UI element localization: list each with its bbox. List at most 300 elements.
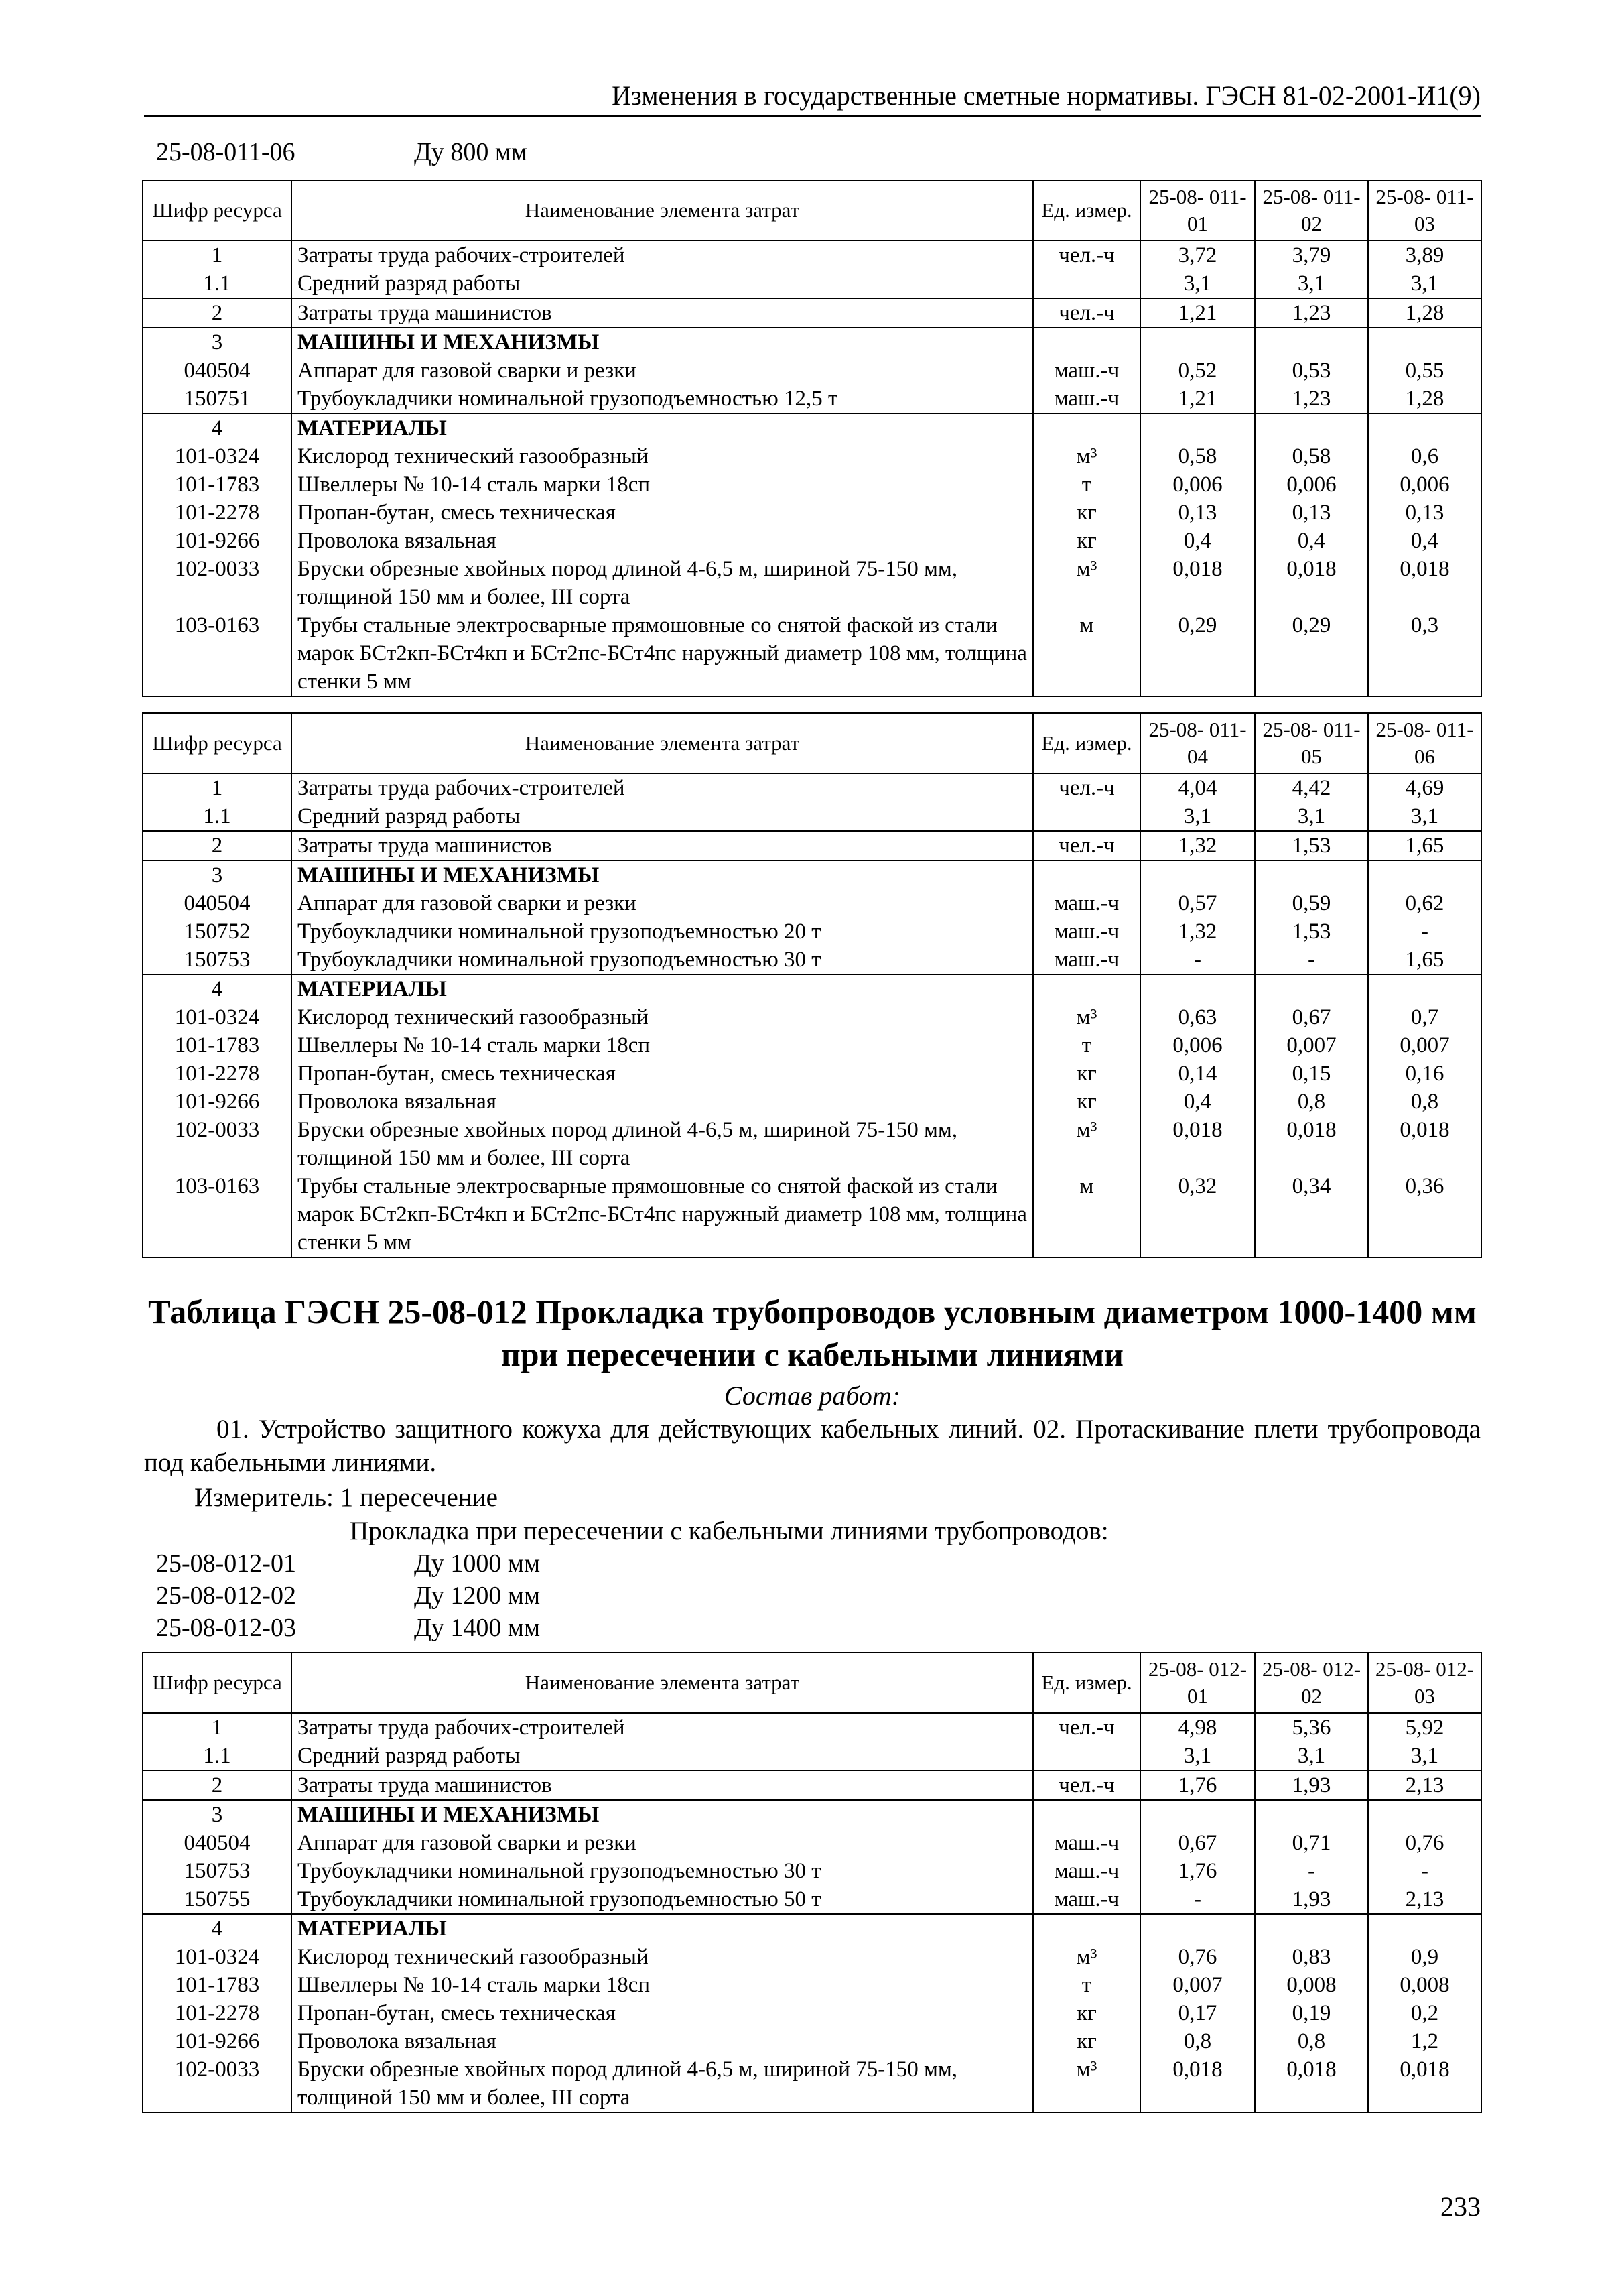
- col-header-unit: Ед. измер.: [1033, 713, 1140, 773]
- table-row: [143, 773, 1481, 802]
- table-row: [143, 241, 1481, 269]
- cell-resource-code: 101-9266: [143, 2027, 291, 2055]
- cell-value: 0,018: [1368, 555, 1481, 611]
- work-composition-text: 01. Устройство защитного кожуха для действующих кабельных линий. 02. Протаскивание плети трубопровода под кабельными линиями.: [144, 1415, 1481, 1477]
- cell-value: 1,2: [1368, 2027, 1481, 2055]
- cell-value: 0,018: [1368, 2055, 1481, 2112]
- cell-value: 0,018: [1255, 2055, 1368, 2112]
- cell-unit: [1033, 1800, 1140, 1829]
- cell-value: [1140, 413, 1255, 442]
- table-row: [143, 831, 1481, 860]
- cell-value: 1,21: [1140, 298, 1255, 328]
- cell-value: [1140, 1914, 1255, 1943]
- cell-value: 1,23: [1255, 385, 1368, 413]
- table-row: [143, 611, 1481, 696]
- cell-value: 0,83: [1255, 1943, 1368, 1971]
- page-number: 233: [1440, 2191, 1481, 2222]
- cell-unit: кг: [1033, 2027, 1140, 2055]
- cell-value: [1368, 328, 1481, 357]
- table-row: [143, 1031, 1481, 1060]
- cell-unit: кг: [1033, 1060, 1140, 1088]
- table-row: [143, 1885, 1481, 1914]
- cell-unit: [1033, 1742, 1140, 1771]
- table-row: [143, 1742, 1481, 1771]
- cell-value: 2,13: [1368, 1885, 1481, 1914]
- col-header-norm-2: 25-08- 011-02: [1255, 180, 1368, 241]
- cell-value: 0,007: [1140, 1971, 1255, 1999]
- cell-value: 0,4: [1140, 527, 1255, 555]
- cell-value: [1255, 1914, 1368, 1943]
- cell-resource-code: 4: [143, 1914, 291, 1943]
- laying-intro: Прокладка при пересечении с кабельными линиями трубопроводов:: [350, 1517, 1109, 1545]
- cell-value: [1140, 1800, 1255, 1829]
- cell-value: 0,67: [1255, 1003, 1368, 1031]
- cell-value: 0,15: [1255, 1060, 1368, 1088]
- cell-unit: чел.-ч: [1033, 1713, 1140, 1742]
- cell-resource-code: 4: [143, 974, 291, 1003]
- cell-value: 1,32: [1140, 917, 1255, 946]
- cell-cost-element: МАТЕРИАЛЫ: [291, 413, 1033, 442]
- cell-cost-element: Бруски обрезные хвойных пород длиной 4-6,5 м, шириной 75-150 мм, толщиной 150 мм и более, III сорта: [291, 2055, 1033, 2112]
- cell-value: 1,21: [1140, 385, 1255, 413]
- col-header-unit: Ед. измер.: [1033, 180, 1140, 241]
- cell-value: [1368, 974, 1481, 1003]
- cell-value: 0,7: [1368, 1003, 1481, 1031]
- table-row: [143, 917, 1481, 946]
- cell-cost-element: Средний разряд работы: [291, 269, 1033, 298]
- col-header-name: Наименование элемента затрат: [291, 713, 1033, 773]
- cell-unit: маш.-ч: [1033, 1885, 1140, 1914]
- cell-value: [1255, 974, 1368, 1003]
- cell-value: 3,89: [1368, 241, 1481, 269]
- cell-value: -: [1140, 946, 1255, 974]
- cell-resource-code: 040504: [143, 357, 291, 385]
- cell-resource-code: 1: [143, 773, 291, 802]
- cell-resource-code: 103-0163: [143, 611, 291, 696]
- cell-cost-element: Аппарат для газовой сварки и резки: [291, 1829, 1033, 1857]
- cell-value: 0,29: [1140, 611, 1255, 696]
- cell-cost-element: Трубоукладчики номинальной грузоподъемностью 30 т: [291, 946, 1033, 974]
- norm-code: 25-08-012-02: [156, 1582, 296, 1610]
- cell-unit: кг: [1033, 1088, 1140, 1116]
- table-row: [143, 555, 1481, 611]
- cell-value: 0,59: [1255, 889, 1368, 917]
- cell-value: 0,34: [1255, 1172, 1368, 1257]
- table-row: [143, 413, 1481, 442]
- cell-value: 1,93: [1255, 1885, 1368, 1914]
- cell-value: 0,19: [1255, 1999, 1368, 2027]
- cell-resource-code: 150753: [143, 1857, 291, 1885]
- cell-resource-code: 3: [143, 328, 291, 357]
- cell-unit: кг: [1033, 527, 1140, 555]
- col-header-norm-1: 25-08- 011-04: [1140, 713, 1255, 773]
- table-row: [143, 442, 1481, 470]
- cell-value: 1,28: [1368, 298, 1481, 328]
- cell-unit: чел.-ч: [1033, 773, 1140, 802]
- cell-unit: м³: [1033, 555, 1140, 611]
- table-row: [143, 1914, 1481, 1943]
- cell-cost-element: Швеллеры № 10-14 сталь марки 18сп: [291, 1971, 1033, 1999]
- cell-cost-element: Трубы стальные электросварные прямошовные со снятой фаской из стали марок БСт2кп-БСт4кп и БСт2пс-БСт4пс наружный диаметр 108 мм, толщина стенки 5 мм: [291, 1172, 1033, 1257]
- cell-resource-code: 1.1: [143, 802, 291, 831]
- cell-cost-element: Затраты труда рабочих-строителей: [291, 241, 1033, 269]
- cell-resource-code: 102-0033: [143, 555, 291, 611]
- cell-resource-code: 101-2278: [143, 1999, 291, 2027]
- col-header-norm-3: 25-08- 011-03: [1368, 180, 1481, 241]
- cell-value: 0,9: [1368, 1943, 1481, 1971]
- cell-value: 0,8: [1255, 2027, 1368, 2055]
- cell-unit: маш.-ч: [1033, 357, 1140, 385]
- cell-value: 1,32: [1140, 831, 1255, 860]
- norm-diameter: Ду 1200 мм: [414, 1582, 541, 1610]
- cell-unit: маш.-ч: [1033, 889, 1140, 917]
- cell-unit: чел.-ч: [1033, 1771, 1140, 1800]
- table-row: [143, 499, 1481, 527]
- cell-resource-code: 3: [143, 860, 291, 889]
- cell-value: 0,52: [1140, 357, 1255, 385]
- table-row: [143, 974, 1481, 1003]
- cell-resource-code: 040504: [143, 1829, 291, 1857]
- cell-value: 0,53: [1255, 357, 1368, 385]
- cell-value: 1,23: [1255, 298, 1368, 328]
- cell-unit: чел.-ч: [1033, 298, 1140, 328]
- cell-value: [1255, 860, 1368, 889]
- table-row: [143, 889, 1481, 917]
- cell-resource-code: 101-1783: [143, 470, 291, 499]
- cell-value: 0,007: [1368, 1031, 1481, 1060]
- cell-value: 3,1: [1368, 1742, 1481, 1771]
- cell-cost-element: Затраты труда рабочих-строителей: [291, 1713, 1033, 1742]
- resource-table-1: [142, 180, 1482, 697]
- cell-value: 0,6: [1368, 442, 1481, 470]
- cell-unit: кг: [1033, 1999, 1140, 2027]
- norm-diameter: Ду 1000 мм: [414, 1549, 541, 1578]
- cell-value: [1368, 413, 1481, 442]
- cell-value: 0,008: [1368, 1971, 1481, 1999]
- cell-cost-element: Проволока вязальная: [291, 527, 1033, 555]
- table-row: [143, 1116, 1481, 1172]
- cell-resource-code: 1: [143, 241, 291, 269]
- cell-unit: маш.-ч: [1033, 1829, 1140, 1857]
- cell-value: [1368, 1800, 1481, 1829]
- cell-value: 0,58: [1140, 442, 1255, 470]
- cell-value: 2,13: [1368, 1771, 1481, 1800]
- meter-text: Измеритель: 1 пересечение: [194, 1483, 498, 1512]
- cell-value: 0,63: [1140, 1003, 1255, 1031]
- cell-value: [1255, 328, 1368, 357]
- table-row: [143, 269, 1481, 298]
- cell-unit: т: [1033, 470, 1140, 499]
- cell-value: 0,018: [1368, 1116, 1481, 1172]
- running-header: Изменения в государственные сметные нормативы. ГЭСН 81-02-2001-И1(9): [144, 79, 1481, 117]
- cell-value: 0,62: [1368, 889, 1481, 917]
- cell-resource-code: 3: [143, 1800, 291, 1829]
- cell-cost-element: Проволока вязальная: [291, 2027, 1033, 2055]
- cell-cost-element: Аппарат для газовой сварки и резки: [291, 889, 1033, 917]
- cell-cost-element: Средний разряд работы: [291, 1742, 1033, 1771]
- cell-resource-code: 2: [143, 1771, 291, 1800]
- col-header-norm-3: 25-08- 012-03: [1368, 1653, 1481, 1713]
- table-row: [143, 1857, 1481, 1885]
- table-row: [143, 1172, 1481, 1257]
- norm-diameter: Ду 1400 мм: [414, 1614, 541, 1642]
- norm-code: 25-08-011-06: [156, 138, 295, 166]
- col-header-unit: Ед. измер.: [1033, 1653, 1140, 1713]
- cell-value: 1,65: [1368, 946, 1481, 974]
- cell-cost-element: Затраты труда машинистов: [291, 831, 1033, 860]
- col-header-code: Шифр ресурса: [143, 713, 291, 773]
- cell-resource-code: 103-0163: [143, 1172, 291, 1257]
- table-row: [143, 470, 1481, 499]
- table-row: [143, 1999, 1481, 2027]
- cell-value: 0,55: [1368, 357, 1481, 385]
- cell-unit: м: [1033, 1172, 1140, 1257]
- cell-resource-code: 101-9266: [143, 1088, 291, 1116]
- cell-value: [1255, 413, 1368, 442]
- table-row: [143, 1088, 1481, 1116]
- cell-value: 0,17: [1140, 1999, 1255, 2027]
- cell-value: 0,76: [1368, 1829, 1481, 1857]
- cell-resource-code: 101-2278: [143, 499, 291, 527]
- cell-resource-code: 2: [143, 298, 291, 328]
- table-row: [143, 1943, 1481, 1971]
- cell-cost-element: Трубоукладчики номинальной грузоподъемностью 30 т: [291, 1857, 1033, 1885]
- norm-code: 25-08-012-01: [156, 1549, 296, 1578]
- cell-cost-element: Кислород технический газообразный: [291, 442, 1033, 470]
- cell-cost-element: Бруски обрезные хвойных пород длиной 4-6,5 м, шириной 75-150 мм, толщиной 150 мм и более, III сорта: [291, 1116, 1033, 1172]
- section-title: Таблица ГЭСН 25-08-012 Прокладка трубопроводов условным диаметром 1000-1400 мм при пересечении с кабельными линиями: [148, 1293, 1477, 1373]
- cell-value: 3,72: [1140, 241, 1255, 269]
- cell-cost-element: Средний разряд работы: [291, 802, 1033, 831]
- cell-resource-code: 101-2278: [143, 1060, 291, 1088]
- cell-resource-code: 101-0324: [143, 442, 291, 470]
- cell-unit: маш.-ч: [1033, 1857, 1140, 1885]
- cell-value: 4,04: [1140, 773, 1255, 802]
- cell-value: 5,92: [1368, 1713, 1481, 1742]
- cell-value: 0,4: [1255, 527, 1368, 555]
- cell-value: 1,53: [1255, 917, 1368, 946]
- table-row: [143, 1003, 1481, 1031]
- cell-value: 3,1: [1140, 1742, 1255, 1771]
- cell-unit: м: [1033, 611, 1140, 696]
- table-row: [143, 802, 1481, 831]
- cell-value: 1,28: [1368, 385, 1481, 413]
- cell-resource-code: 102-0033: [143, 1116, 291, 1172]
- cell-value: 0,3: [1368, 611, 1481, 696]
- col-header-name: Наименование элемента затрат: [291, 180, 1033, 241]
- cell-cost-element: Пропан-бутан, смесь техническая: [291, 1999, 1033, 2027]
- cell-value: 0,58: [1255, 442, 1368, 470]
- cell-value: 3,1: [1255, 802, 1368, 831]
- table-row: [143, 1771, 1481, 1800]
- table-row: [143, 527, 1481, 555]
- col-header-norm-2: 25-08- 012-02: [1255, 1653, 1368, 1713]
- cell-value: 0,018: [1255, 555, 1368, 611]
- cell-value: -: [1368, 1857, 1481, 1885]
- cell-value: 0,16: [1368, 1060, 1481, 1088]
- cell-value: [1368, 860, 1481, 889]
- cell-value: 0,76: [1140, 1943, 1255, 1971]
- cell-resource-code: 1.1: [143, 269, 291, 298]
- cell-unit: [1033, 269, 1140, 298]
- cell-value: 0,8: [1368, 1088, 1481, 1116]
- cell-value: 0,007: [1255, 1031, 1368, 1060]
- cell-value: 0,006: [1368, 470, 1481, 499]
- cell-unit: [1033, 974, 1140, 1003]
- cell-value: -: [1255, 1857, 1368, 1885]
- col-header-code: Шифр ресурса: [143, 1653, 291, 1713]
- norm-diameter: Ду 800 мм: [414, 138, 528, 166]
- cell-cost-element: МАШИНЫ И МЕХАНИЗМЫ: [291, 860, 1033, 889]
- cell-resource-code: 102-0033: [143, 2055, 291, 2112]
- cell-cost-element: Швеллеры № 10-14 сталь марки 18сп: [291, 1031, 1033, 1060]
- cell-value: 1,76: [1140, 1771, 1255, 1800]
- cell-unit: м³: [1033, 2055, 1140, 2112]
- cell-value: 3,1: [1368, 802, 1481, 831]
- cell-unit: чел.-ч: [1033, 241, 1140, 269]
- cell-cost-element: Кислород технический газообразный: [291, 1003, 1033, 1031]
- cell-cost-element: Затраты труда машинистов: [291, 1771, 1033, 1800]
- cell-value: 0,13: [1255, 499, 1368, 527]
- cell-unit: [1033, 802, 1140, 831]
- cell-unit: [1033, 860, 1140, 889]
- cell-cost-element: Бруски обрезные хвойных пород длиной 4-6,5 м, шириной 75-150 мм, толщиной 150 мм и более, III сорта: [291, 555, 1033, 611]
- cell-value: 0,67: [1140, 1829, 1255, 1857]
- cell-unit: кг: [1033, 499, 1140, 527]
- cell-unit: маш.-ч: [1033, 917, 1140, 946]
- cell-value: 0,71: [1255, 1829, 1368, 1857]
- cell-value: 0,018: [1140, 2055, 1255, 2112]
- cell-value: 0,4: [1140, 1088, 1255, 1116]
- cell-cost-element: Пропан-бутан, смесь техническая: [291, 499, 1033, 527]
- table-row: [143, 357, 1481, 385]
- cell-value: 0,36: [1368, 1172, 1481, 1257]
- cell-cost-element: Затраты труда машинистов: [291, 298, 1033, 328]
- cell-unit: м³: [1033, 1003, 1140, 1031]
- cell-resource-code: 150753: [143, 946, 291, 974]
- cell-value: [1140, 974, 1255, 1003]
- cell-resource-code: 040504: [143, 889, 291, 917]
- cell-value: 4,69: [1368, 773, 1481, 802]
- table-row: [143, 860, 1481, 889]
- cell-resource-code: 150752: [143, 917, 291, 946]
- cell-cost-element: Аппарат для газовой сварки и резки: [291, 357, 1033, 385]
- cell-value: 3,1: [1255, 269, 1368, 298]
- cell-cost-element: МАШИНЫ И МЕХАНИЗМЫ: [291, 1800, 1033, 1829]
- cell-value: 1,53: [1255, 831, 1368, 860]
- cell-value: 0,006: [1140, 470, 1255, 499]
- cell-value: -: [1255, 946, 1368, 974]
- cell-value: 0,57: [1140, 889, 1255, 917]
- cell-resource-code: 4: [143, 413, 291, 442]
- table-row: [143, 1060, 1481, 1088]
- cell-value: 0,2: [1368, 1999, 1481, 2027]
- cell-cost-element: Затраты труда рабочих-строителей: [291, 773, 1033, 802]
- cell-value: -: [1368, 917, 1481, 946]
- cell-resource-code: 150751: [143, 385, 291, 413]
- col-header-code: Шифр ресурса: [143, 180, 291, 241]
- cell-value: 1,93: [1255, 1771, 1368, 1800]
- cell-cost-element: Трубоукладчики номинальной грузоподъемностью 50 т: [291, 1885, 1033, 1914]
- table-row: [143, 1829, 1481, 1857]
- col-header-norm-1: 25-08- 012-01: [1140, 1653, 1255, 1713]
- cell-resource-code: 101-0324: [143, 1943, 291, 1971]
- cell-unit: т: [1033, 1971, 1140, 1999]
- cell-unit: [1033, 328, 1140, 357]
- cell-value: -: [1140, 1885, 1255, 1914]
- cell-resource-code: 150755: [143, 1885, 291, 1914]
- cell-cost-element: МАТЕРИАЛЫ: [291, 1914, 1033, 1943]
- cell-value: 3,1: [1255, 1742, 1368, 1771]
- table-row: [143, 328, 1481, 357]
- cell-value: 0,018: [1140, 1116, 1255, 1172]
- col-header-norm-1: 25-08- 011-01: [1140, 180, 1255, 241]
- resource-table-2: [142, 712, 1482, 1258]
- cell-value: 0,018: [1140, 555, 1255, 611]
- cell-unit: м³: [1033, 1116, 1140, 1172]
- cell-cost-element: МАТЕРИАЛЫ: [291, 974, 1033, 1003]
- cell-value: 0,018: [1255, 1116, 1368, 1172]
- cell-cost-element: Трубоукладчики номинальной грузоподъемностью 12,5 т: [291, 385, 1033, 413]
- table-row: [143, 2055, 1481, 2112]
- cell-cost-element: Пропан-бутан, смесь техническая: [291, 1060, 1033, 1088]
- work-composition-heading: Состав работ:: [724, 1381, 901, 1411]
- cell-unit: маш.-ч: [1033, 946, 1140, 974]
- cell-unit: т: [1033, 1031, 1140, 1060]
- cell-value: 0,32: [1140, 1172, 1255, 1257]
- cell-cost-element: МАШИНЫ И МЕХАНИЗМЫ: [291, 328, 1033, 357]
- col-header-norm-2: 25-08- 011-05: [1255, 713, 1368, 773]
- cell-resource-code: 1.1: [143, 1742, 291, 1771]
- cell-cost-element: Кислород технический газообразный: [291, 1943, 1033, 1971]
- cell-value: 0,008: [1255, 1971, 1368, 1999]
- cell-value: 0,8: [1255, 1088, 1368, 1116]
- cell-resource-code: 1: [143, 1713, 291, 1742]
- cell-value: [1368, 1914, 1481, 1943]
- cell-value: 4,98: [1140, 1713, 1255, 1742]
- cell-value: 1,76: [1140, 1857, 1255, 1885]
- cell-value: 0,4: [1368, 527, 1481, 555]
- cell-resource-code: 101-9266: [143, 527, 291, 555]
- cell-value: 1,65: [1368, 831, 1481, 860]
- table-row: [143, 2027, 1481, 2055]
- cell-value: [1140, 860, 1255, 889]
- cell-value: 0,14: [1140, 1060, 1255, 1088]
- cell-cost-element: Проволока вязальная: [291, 1088, 1033, 1116]
- cell-unit: [1033, 1914, 1140, 1943]
- table-row: [143, 298, 1481, 328]
- cell-unit: маш.-ч: [1033, 385, 1140, 413]
- table-row: [143, 946, 1481, 974]
- col-header-norm-3: 25-08- 011-06: [1368, 713, 1481, 773]
- cell-value: 4,42: [1255, 773, 1368, 802]
- cell-resource-code: 2: [143, 831, 291, 860]
- cell-cost-element: Трубоукладчики номинальной грузоподъемностью 20 т: [291, 917, 1033, 946]
- resource-table-3: [142, 1652, 1482, 2113]
- cell-cost-element: Швеллеры № 10-14 сталь марки 18сп: [291, 470, 1033, 499]
- cell-unit: м³: [1033, 442, 1140, 470]
- cell-resource-code: 101-1783: [143, 1971, 291, 1999]
- table-row: [143, 1800, 1481, 1829]
- col-header-name: Наименование элемента затрат: [291, 1653, 1033, 1713]
- cell-unit: чел.-ч: [1033, 831, 1140, 860]
- cell-value: 5,36: [1255, 1713, 1368, 1742]
- cell-value: 0,006: [1255, 470, 1368, 499]
- cell-value: [1255, 1800, 1368, 1829]
- cell-value: 3,1: [1140, 269, 1255, 298]
- cell-value: 0,13: [1368, 499, 1481, 527]
- cell-value: 0,29: [1255, 611, 1368, 696]
